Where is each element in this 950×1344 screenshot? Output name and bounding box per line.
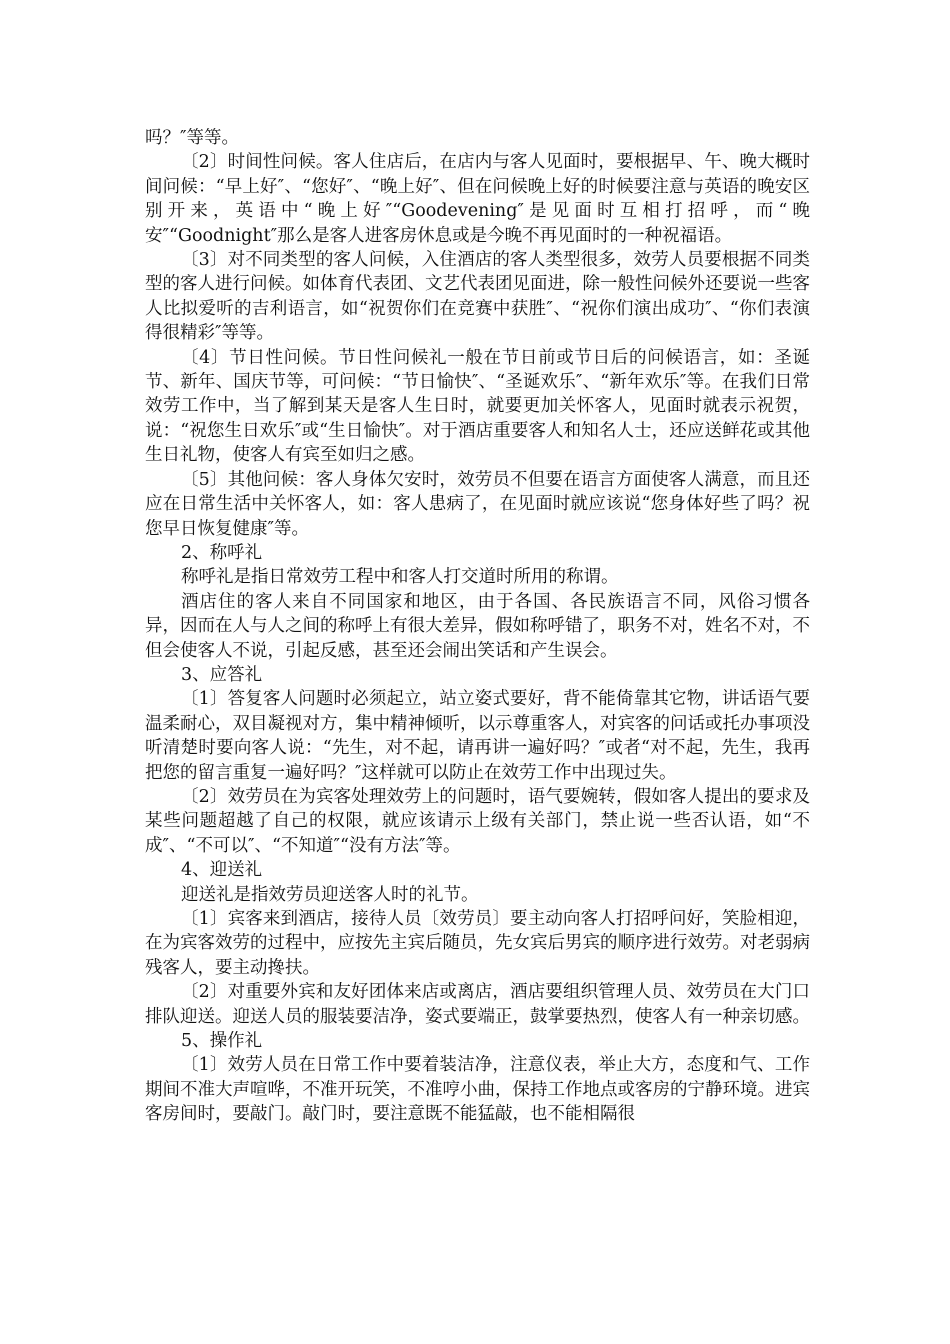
paragraph-operation-1: 〔1〕效劳人员在日常工作中要着装洁净，注意仪表，举止大方，态度和气、工作期间不准大声喧哗，不准开玩笑，不准哼小曲，保持工作地点或客房的宁静环境。进宾客房间时，要敲门。敲门时，要注意既不能猛敲，也不能相隔很 <box>145 1055 810 1125</box>
paragraph-welcome-1: 〔1〕宾客来到酒店，接待人员〔效劳员〕要主动向客人打招呼问好，笑脸相迎，在为宾客效劳的过程中，应按先主宾后随员，先女宾后男宾的顺序进行效劳。对老弱病残客人，要主动搀扶。 <box>145 909 810 978</box>
paragraph-welcome-definition: 迎送礼是指效劳员迎送客人时的礼节。 <box>181 884 479 905</box>
paragraph-time-greeting: 〔2〕时间性问候。客人住店后，在店内与客人见面时，要根据早、午、晚大概时间问候：“早上好″、“您好″、“晚上好″、但在问候晚上好的时候要注意与英语的晚安区别开来，英语中“晚上好″“Goodevening″是见面时互相打招呼，而“晚安″“Goodnight″那么是客人进客房休息或是今晚不再见面时的一种祝福语。 <box>145 152 810 246</box>
paragraph-holiday-greeting: 〔4〕节日性问候。节日性问候礼一般在节日前或节日后的问候语言，如：圣诞节、新年、国庆节等，可问候：“节日愉快″、“圣诞欢乐″、“新年欢乐″等。在我们日常效劳工作中，当了解到某天是客人生日时，就要更加关怀客人，见面时就表示祝贺，说：“祝您生日欢乐″或“生日愉快″。对于酒店重要客人和知名人士，还应送鲜花或其他生日礼物，使客人有宾至如归之感。 <box>145 347 810 466</box>
paragraph-continuation: 吗？″等等。 <box>145 128 240 148</box>
document-page <box>145 126 810 1127</box>
section-heading-welcome: 4、迎送礼 <box>181 860 263 881</box>
section-heading-address: 2、称呼礼 <box>181 542 263 563</box>
paragraph-guest-type-greeting: 〔3〕对不同类型的客人问候，入住酒店的客人类型很多，效劳人员要根据不同类型的客人进行问候。如体育代表团、文艺代表团见面进，除一般性问候外还要说一些客人比拟爱听的吉利语言，如“祝贺你们在竞赛中获胜″、“祝你们演出成功″、“你们表演得很精彩″等等。 <box>145 250 810 344</box>
paragraph-address-definition: 称呼礼是指日常效劳工程中和客人打交道时所用的称谓。 <box>181 567 619 588</box>
paragraph-other-greeting: 〔5〕其他问候：客人身体欠安时，效劳员不但要在语言方面使客人满意，而且还应在日常生活中关怀客人，如：客人患病了，在见面时就应该说“您身体好些了吗？祝您早日恢复健康″等。 <box>145 469 810 539</box>
paragraph-welcome-2: 〔2〕对重要外宾和友好团体来店或离店，酒店要组织管理人员、效劳员在大门口排队迎送。迎送人员的服装要洁净，姿式要端正，鼓掌要热烈，使客人有一种亲切感。 <box>145 982 810 1027</box>
paragraph-response-2: 〔2〕效劳员在为宾客处理效劳上的问题时，语气要婉转，假如客人提出的要求及某些问题超越了自己的权限，就应该请示上级有关部门，禁止说一些否认语，如“不成″、“不可以″、“不知道″“没有方法″等。 <box>145 786 810 856</box>
section-heading-operation: 5、操作礼 <box>181 1031 263 1052</box>
paragraph-response-1: 〔1〕答复客人问题时必须起立，站立姿式要好，背不能倚靠其它物，讲话语气要温柔耐心，双目凝视对方，集中精神倾听，以示尊重客人，对宾客的问话或托办事项没听清楚时要向客人说：“先生，对不起，请再讲一遍好吗？″或者“对不起，先生，我再把您的留言重复一遍好吗？″这样就可以防止在效劳工作中出现过失。 <box>145 689 810 783</box>
section-heading-response: 3、应答礼 <box>181 664 263 685</box>
paragraph-address-detail: 酒店住的客人来自不同国家和地区，由于各国、各民族语言不同，风俗习惯各异，因而在人与人之间的称呼上有很大差异，假如称呼错了，职务不对，姓名不对，不但会使客人不说，引起反感，甚至还会闹出笑话和产生误会。 <box>145 591 810 661</box>
